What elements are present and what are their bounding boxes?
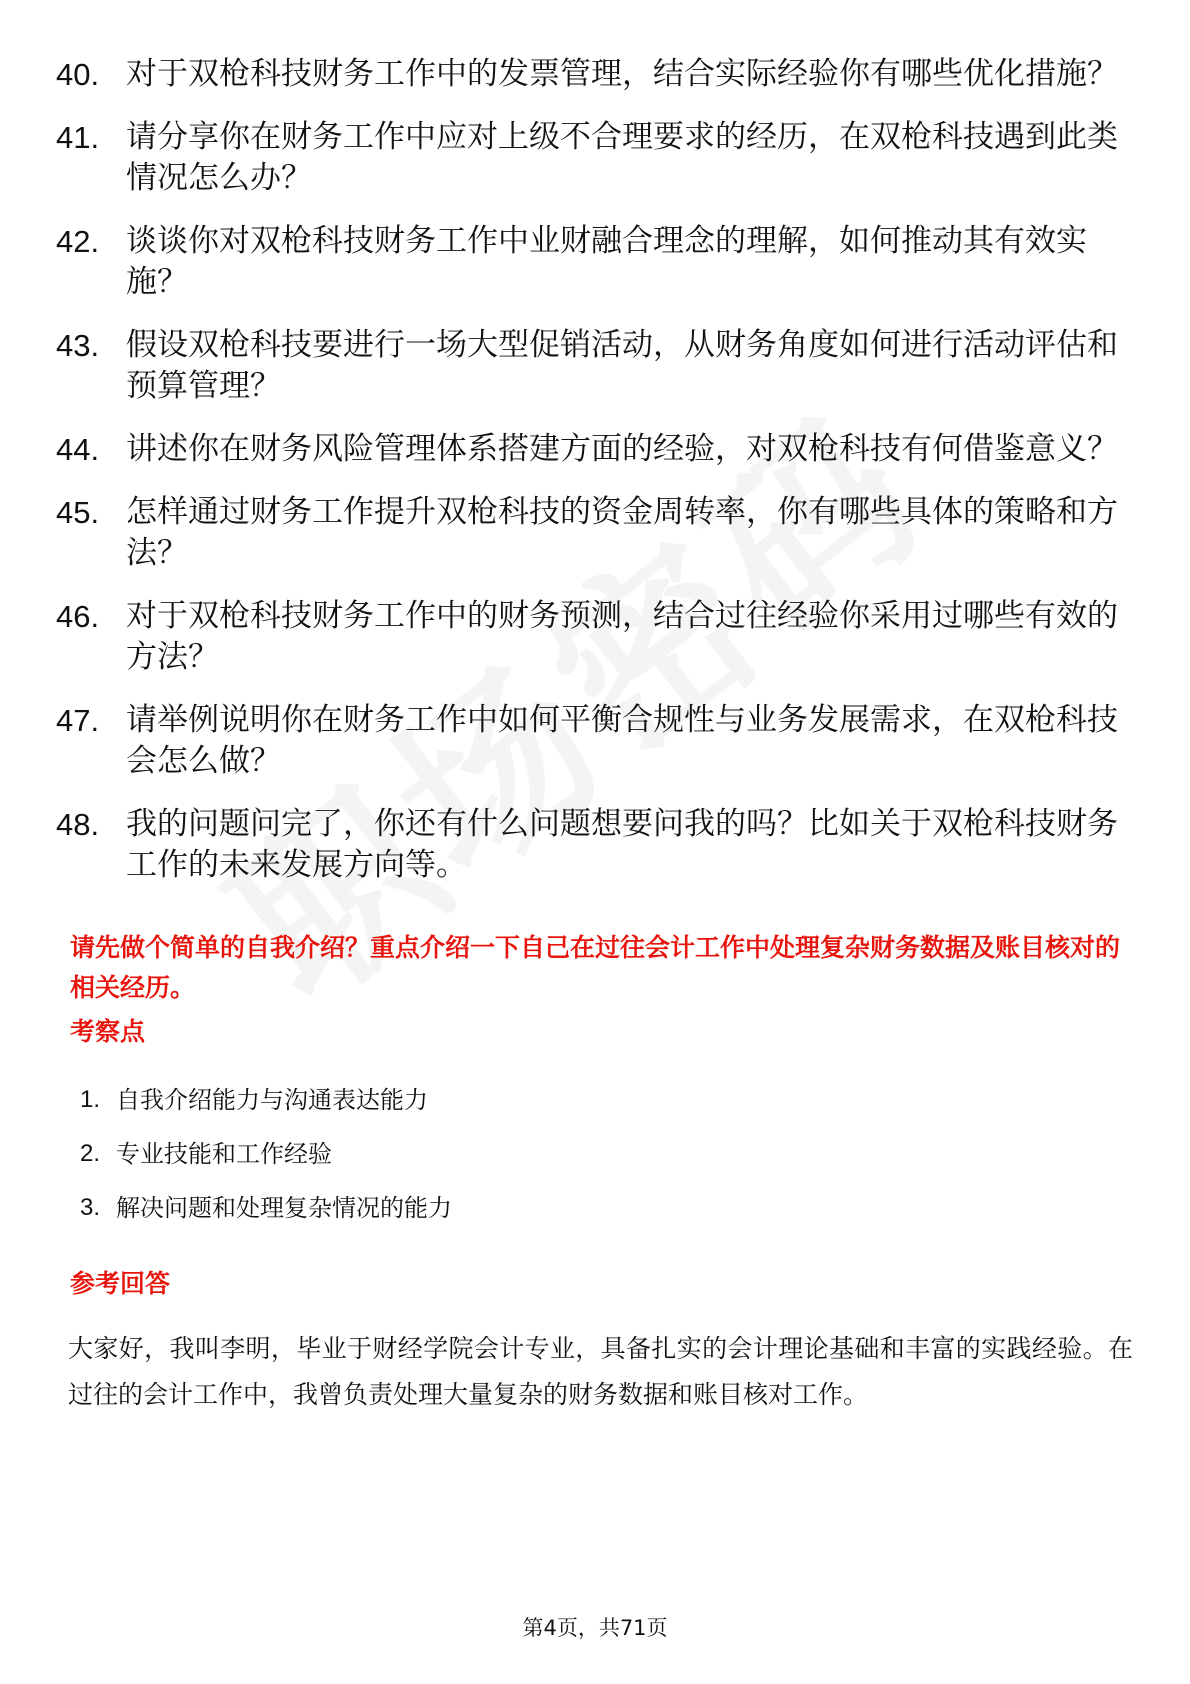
question-item [56, 325, 1136, 407]
featured-question: 请先做个简单的自我介绍？重点介绍一下自己在过往会计工作中处理复杂财务数据及账目核对的相关经历。 [70, 933, 1121, 1002]
question-number: 48. [56, 807, 100, 842]
question-number: 47. [56, 703, 100, 738]
question-item [56, 429, 1136, 470]
point-number: 1. [80, 1086, 101, 1113]
question-item [56, 804, 1136, 886]
question-number: 45. [56, 495, 100, 530]
reference-answer-heading: 参考回答 [70, 1269, 171, 1298]
question-number: 40. [56, 57, 100, 92]
assessment-point [80, 1137, 452, 1171]
question-item [56, 54, 1136, 95]
question-text: 对于双枪科技财务工作中的财务预测，结合过往经验你采用过哪些有效的方法？ [126, 598, 1118, 675]
question-number: 42. [56, 224, 100, 259]
question-number: 46. [56, 599, 100, 634]
question-number: 41. [56, 120, 100, 155]
point-number: 2. [80, 1140, 101, 1167]
question-item [56, 492, 1136, 574]
question-item [56, 596, 1136, 678]
assessment-points-list [80, 1083, 452, 1245]
question-text: 请分享你在财务工作中应对上级不合理要求的经历，在双枪科技遇到此类情况怎么办？ [126, 119, 1118, 196]
question-list [56, 54, 1136, 908]
point-text: 自我介绍能力与沟通表达能力 [116, 1086, 428, 1114]
question-number: 43. [56, 328, 100, 363]
question-text: 讲述你在财务风险管理体系搭建方面的经验，对双枪科技有何借鉴意义？ [126, 431, 1118, 467]
question-text: 谈谈你对双枪科技财务工作中业财融合理念的理解，如何推动其有效实施？ [126, 223, 1087, 300]
question-text: 怎样通过财务工作提升双枪科技的资金周转率，你有哪些具体的策略和方法？ [126, 494, 1118, 571]
assessment-points-heading: 考察点 [70, 1017, 146, 1046]
question-number: 44. [56, 432, 100, 467]
point-text: 专业技能和工作经验 [116, 1140, 332, 1168]
question-text: 我的问题问完了，你还有什么问题想要问我的吗？比如关于双枪科技财务工作的未来发展方向等。 [126, 806, 1118, 883]
page-footer: 第4页，共71页 [522, 1616, 668, 1640]
question-text: 对于双枪科技财务工作中的发票管理，结合实际经验你有哪些优化措施？ [126, 56, 1118, 92]
question-item [56, 700, 1136, 782]
assessment-point [80, 1083, 452, 1117]
question-text: 请举例说明你在财务工作中如何平衡合规性与业务发展需求，在双枪科技会怎么做？ [126, 702, 1118, 779]
question-item [56, 221, 1136, 303]
question-text: 假设双枪科技要进行一场大型促销活动，从财务角度如何进行活动评估和预算管理？ [126, 327, 1118, 404]
assessment-point [80, 1191, 452, 1225]
point-number: 3. [80, 1194, 101, 1221]
point-text: 解决问题和处理复杂情况的能力 [116, 1194, 452, 1222]
question-item [56, 117, 1136, 199]
reference-answer-text: 大家好，我叫李明，毕业于财经学院会计专业，具备扎实的会计理论基础和丰富的实践经验。在过往的会计工作中，我曾负责处理大量复杂的财务数据和账目核对工作。 [68, 1334, 1133, 1409]
